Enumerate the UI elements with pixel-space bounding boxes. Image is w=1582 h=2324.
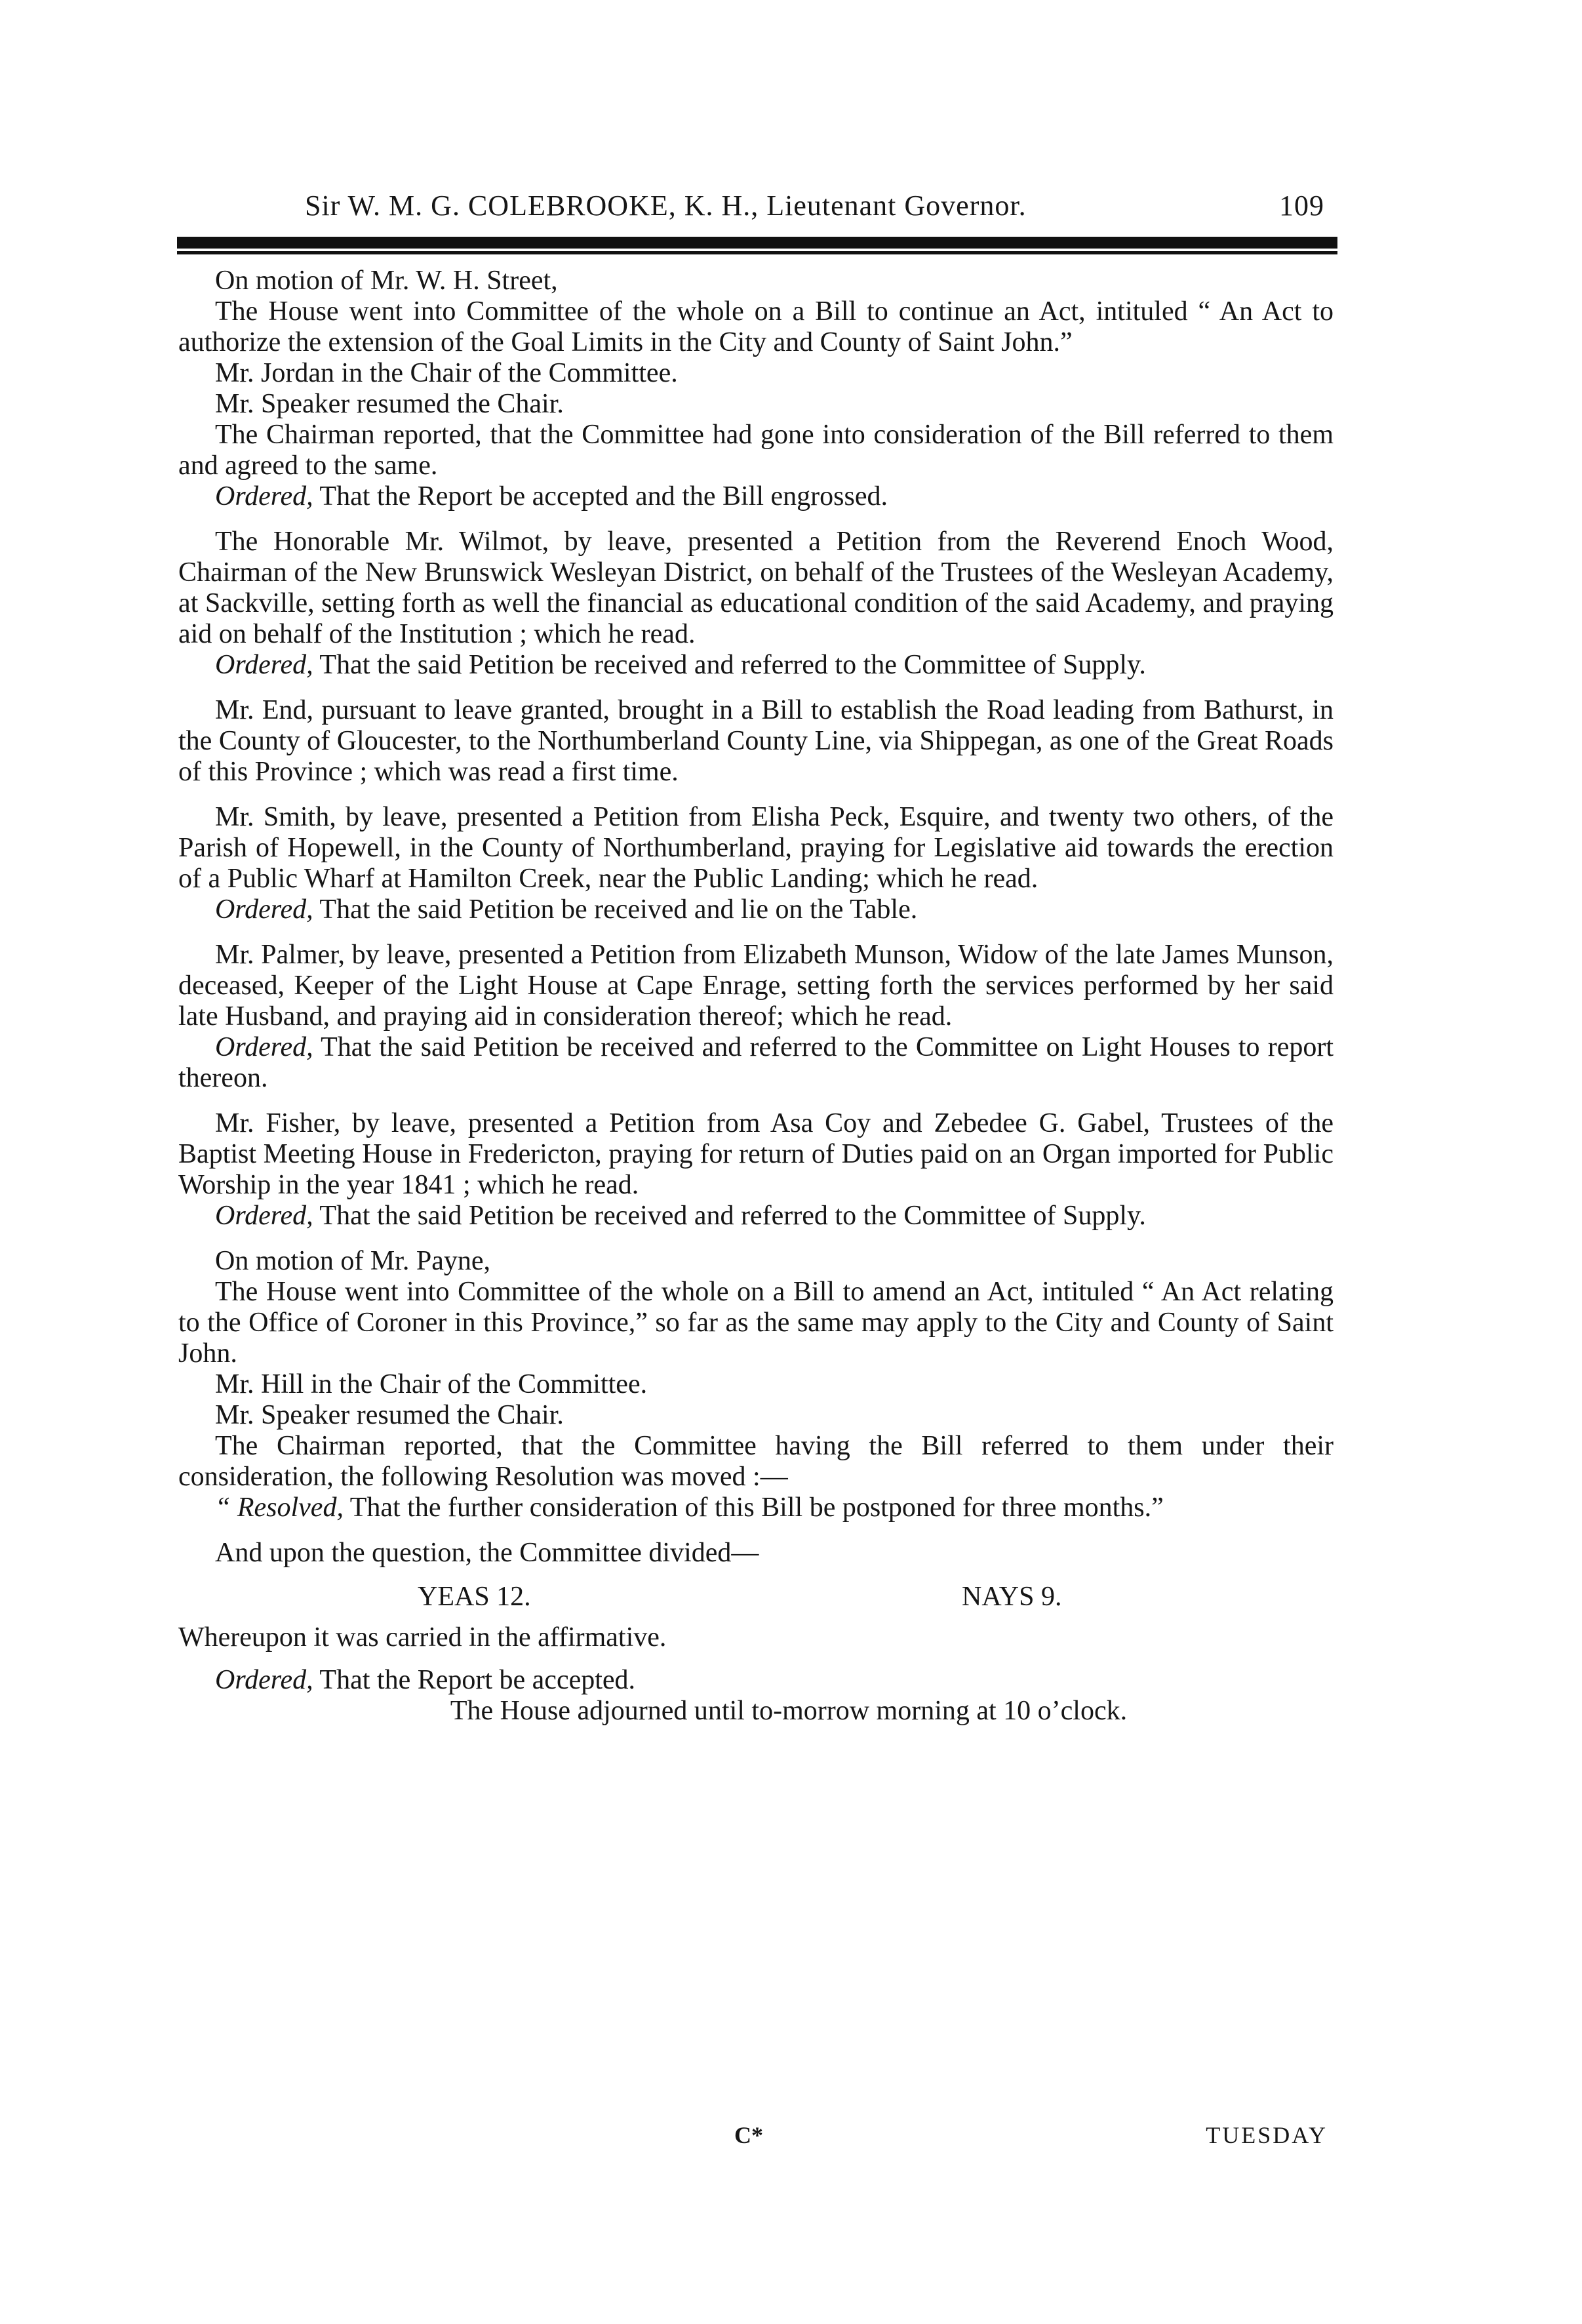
paragraph: The Honorable Mr. Wilmot, by leave, presented a Petition from the Reverend Enoch Wood, Chairman of the New Brunswick Wesleyan District, on behalf of the Trustees of the Wesleyan Academy, at Sackville, setting forth as well the financial as educational condition of the said Academy, and praying aid on behalf of the Institution ; which he read. [178, 527, 1334, 649]
paragraph: Mr. Speaker resumed the Chair. [215, 389, 564, 419]
resolved-label: “ Resolved, [215, 1493, 344, 1523]
division-question: And upon the question, the Committee divided— [215, 1538, 759, 1568]
paragraph: Mr. Palmer, by leave, presented a Petition from Elizabeth Munson, Widow of the late James Munson, deceased, Keeper of the Light House at Cape Enrage, setting forth the services performed by her said late Husband, and praying aid in consideration thereof; which he read. [178, 940, 1334, 1032]
page-footer [197, 2115, 1331, 2154]
paragraph: The House went into Committee of the whole on a Bill to amend an Act, intituled “ An Act relating to the Office of Coroner in this Province,” so far as the same may apply to the City and County of Saint John. [178, 1277, 1334, 1369]
paragraph: The Chairman reported, that the Committee had gone into consideration of the Bill referred to them and agreed to the same. [178, 420, 1334, 481]
catchword: TUESDAY [1206, 2122, 1328, 2148]
resolution-text: That the further consideration of this Bill be postponed for three months.” [343, 1493, 1164, 1523]
ordered-line [178, 894, 1334, 925]
ordered-line [178, 1201, 1334, 1232]
ordered-label: Ordered, [215, 650, 313, 680]
header-rule [177, 237, 1337, 249]
running-title: Sir W. M. G. COLEBROOKE, K. H., Lieutenant Governor. [305, 190, 1027, 222]
ordered-label: Ordered, [215, 1665, 313, 1695]
ordered-line [178, 1665, 1334, 1696]
paragraph: On motion of Mr. W. H. Street, [215, 266, 558, 296]
ordered-line [178, 481, 1334, 512]
ordered-text: That the said Petition be received and lie on the Table. [313, 894, 918, 925]
ordered-text: That the Report be accepted. [313, 1665, 636, 1695]
division-result: Whereupon it was carried in the affirmative. [178, 1622, 667, 1653]
ordered-label: Ordered, [215, 1201, 313, 1231]
page-header [197, 182, 1331, 228]
ordered-label: Ordered, [215, 1032, 313, 1062]
paragraph: The House went into Committee of the whole on a Bill to continue an Act, intituled “ An Act to authorize the extension of the Goal Limits in the City and County of Saint John.” [178, 296, 1334, 357]
division-tally [178, 1573, 1334, 1618]
adjournment-line: The House adjourned until to-morrow morning at 10 o’clock. [450, 1696, 1128, 1726]
paragraph: Mr. Speaker resumed the Chair. [215, 1400, 564, 1430]
page-number: 109 [1279, 190, 1324, 222]
ordered-text: That the Report be accepted and the Bill engrossed. [313, 481, 888, 511]
page-body [178, 266, 1334, 1727]
paragraph: On motion of Mr. Payne, [215, 1246, 490, 1276]
ordered-line [178, 1032, 1334, 1094]
paragraph: Mr. Fisher, by leave, presented a Petition from Asa Coy and Zebedee G. Gabel, Trustees of the Baptist Meeting House in Fredericton, praying for return of Duties paid on an Organ imported for Public Worship in the year 1841 ; which he read. [178, 1108, 1334, 1200]
paragraph: Mr. Hill in the Chair of the Committee. [215, 1369, 648, 1399]
paragraph: Mr. End, pursuant to leave granted, brought in a Bill to establish the Road leading from Bathurst, in the County of Gloucester, to the Northumberland County Line, via Shippegan, as one of the Great Roads of this Province ; which was read a first time. [178, 695, 1334, 787]
ordered-label: Ordered, [215, 894, 313, 925]
ordered-text: That the said Petition be received and referred to the Committee of Supply. [313, 650, 1146, 680]
resolution-line [178, 1493, 1334, 1523]
paragraph: Mr. Jordan in the Chair of the Committee. [215, 358, 678, 388]
ordered-line [178, 650, 1334, 681]
nays-count: NAYS 9. [962, 1582, 1062, 1612]
paragraph: The Chairman reported, that the Committee having the Bill referred to them under their consideration, the following Resolution was moved :— [178, 1431, 1334, 1492]
yeas-count: YEAS 12. [418, 1582, 531, 1612]
paragraph: Mr. Smith, by leave, presented a Petition from Elisha Peck, Esquire, and twenty two others, of the Parish of Hopewell, in the County of Northumberland, praying for Legislative aid towards the erection of a Public Wharf at Hamilton Creek, near the Public Landing; which he read. [178, 802, 1334, 894]
ordered-text: That the said Petition be received and referred to the Committee on Light Houses to report thereon. [178, 1032, 1334, 1093]
ordered-label: Ordered, [215, 481, 313, 511]
ordered-text: That the said Petition be received and referred to the Committee of Supply. [313, 1201, 1146, 1231]
signature-mark: C* [734, 2122, 763, 2148]
